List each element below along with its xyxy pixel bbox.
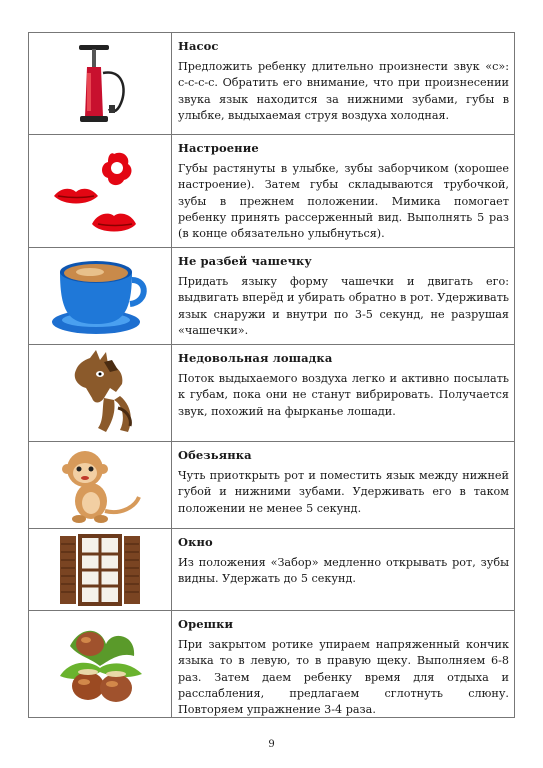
- exercise-text: Придать языку форму чашечки и двигать его: выдвигать вперёд и убирать обратно в рот. Удерживать язык снаружи и внутри по 3-5 секунд, не разрушая «чашечки».: [178, 275, 509, 337]
- picture-cell: [29, 248, 172, 344]
- picture-cell: [29, 135, 172, 247]
- exercise-text: При закрытом ротике упираем напряженный кончик языка то в левую, то в правую щеку. Выполняем 6-8 раз. Затем даем ребенку время для отдыха и расслабления, предлагаем сглотнуть слюну. Повторяем упражнение 3-4 раза.: [178, 638, 509, 717]
- exercise-text: Из положения «Забор» медленно открывать рот, зубы видны. Удержать до 5 секунд.: [178, 556, 509, 586]
- monkey-icon: [55, 445, 145, 525]
- page-number: 9: [268, 739, 275, 750]
- exercise-row: [28, 32, 515, 135]
- exercise-text: Губы растянуты в улыбке, зубы заборчиком (хорошее настроение). Затем губы складываются трубочкой, зубы в прежнем положении. Мимика помогает ребенку принять рассерженный вид. Выполнять 5 раз (в конце обязательно улыбнуться).: [178, 162, 509, 241]
- exercise-row: [28, 345, 515, 442]
- exercise-text: Предложить ребенку длительно произнести звук «с»: с-с-с-с. Обратить его внимание, что при произнесении звука язык находится за нижними зубами, губы в улыбке, выдыхаемая струя воздуха холодная.: [178, 60, 509, 122]
- hazelnuts-icon: [50, 616, 150, 712]
- exercise-row: [28, 248, 515, 345]
- horse-icon: [60, 348, 140, 438]
- exercise-title: Не разбей чашечку: [178, 254, 312, 268]
- picture-cell: [29, 345, 172, 441]
- exercise-text: Чуть приоткрыть рот и поместить язык между нижней губой и нижними зубами. Удерживать его в таком положении не менее 5 секунд.: [178, 469, 509, 515]
- cup-icon: [50, 254, 150, 338]
- window-icon: [58, 532, 142, 608]
- exercise-title: Насос: [178, 39, 219, 53]
- exercise-row: [28, 442, 515, 529]
- exercise-title: Окно: [178, 535, 213, 549]
- exercise-row: [28, 611, 515, 718]
- exercise-title: Обезьянка: [178, 448, 252, 462]
- exercise-title: Орешки: [178, 617, 234, 631]
- air-pump-icon: [65, 39, 135, 129]
- picture-cell: [29, 442, 172, 528]
- lips-icon: [50, 146, 150, 236]
- picture-cell: [29, 33, 172, 134]
- exercise-title: Недовольная лошадка: [178, 351, 333, 365]
- exercise-title: Настроение: [178, 141, 259, 155]
- exercise-table: [28, 32, 515, 718]
- picture-cell: [29, 529, 172, 610]
- exercise-text: Поток выдыхаемого воздуха легко и активно посылать к губам, пока они не станут вибрировать. Получается звук, похожий на фырканье лошади.: [178, 372, 509, 418]
- exercise-row: [28, 135, 515, 248]
- picture-cell: [29, 611, 172, 717]
- exercise-row: [28, 529, 515, 611]
